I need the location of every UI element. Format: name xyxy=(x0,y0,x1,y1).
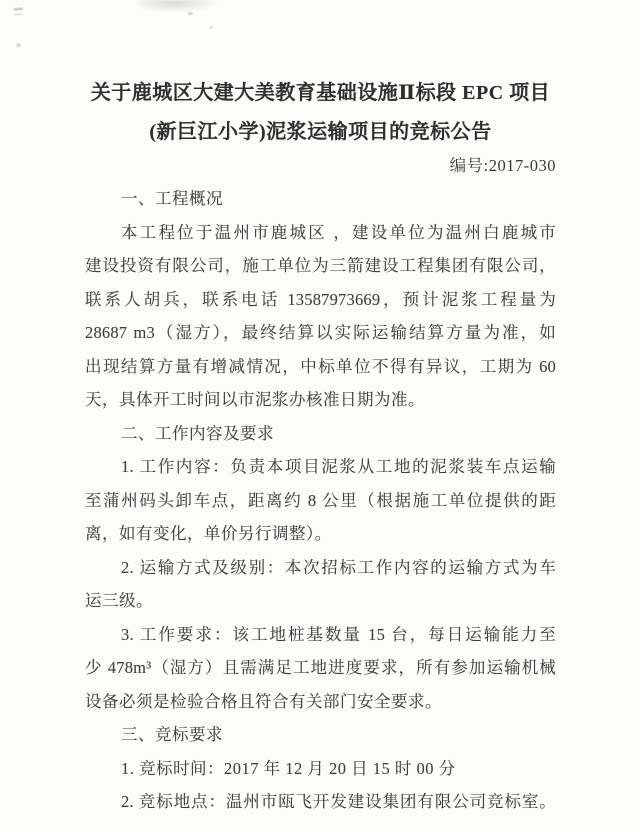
doc-line-section-2: 二、工作内容及要求 xyxy=(121,423,274,443)
doc-line: 建设投资有限公司，施工单位为三箭建设工程集团有限公司， xyxy=(85,256,556,275)
doc-line: 1. 竞标时间：2017 年 12 月 20 日 15 时 00 分 xyxy=(121,758,456,778)
doc-line: 少 478m³（湿方）且需满足工地进度要求，所有参加运输机械 xyxy=(85,658,556,677)
doc-line: 至蒲州码头卸车点，距离约 8 公里（根据施工单位提供的距 xyxy=(85,490,556,510)
document-number: 编号:2017-030 xyxy=(449,156,556,175)
doc-line: 2. 运输方式及级别：本次招标工作内容的运输方式为车 xyxy=(121,557,556,577)
document-title-line-1: 关于鹿城区大建大美教育基础设施Ⅱ标段 EPC 项目 xyxy=(90,82,551,104)
doc-line: 运三级。 xyxy=(85,591,153,610)
doc-line: 离，如有变化，单价另行调整）。 xyxy=(85,524,332,543)
scan-artifact xyxy=(14,8,23,16)
doc-line: 2. 竞标地点：温州市瓯飞开发建设集团有限公司竞标室。 xyxy=(121,792,556,811)
doc-line-section-1: 一、工程概况 xyxy=(121,189,223,208)
doc-line: 出现结算方量有增减情况，中标单位不得有异议，工期为 60 xyxy=(85,356,556,376)
scan-artifact xyxy=(15,42,22,48)
doc-line: 3. 工作要求：该工地桩基数量 15 台，每日运输能力至 xyxy=(121,624,556,644)
doc-line-section-3: 三、竞标要求 xyxy=(121,725,223,744)
doc-line: 1. 工作内容：负责本项目泥浆从工地的泥浆装车点运输 xyxy=(121,457,556,476)
document-body xyxy=(85,182,556,819)
document-content xyxy=(85,0,556,819)
document-title-line-2: (新巨江小学)泥浆运输项目的竞标公告 xyxy=(149,121,492,143)
doc-line: 本工程位于温州市鹿城区 ，建设单位为温州白鹿城市 xyxy=(121,222,556,242)
doc-line: 设备必须是检验合格且符合有关部门安全要求。 xyxy=(85,691,442,711)
doc-line: 28687 m3（湿方），最终结算以实际运输结算方量为准，如 xyxy=(85,323,556,342)
doc-line: 联系人胡兵，联系电话 13587973669，预计泥浆工程量为 xyxy=(85,289,556,309)
doc-line: 天，具体开工时间以市泥浆办核准日期为准。 xyxy=(85,390,425,409)
